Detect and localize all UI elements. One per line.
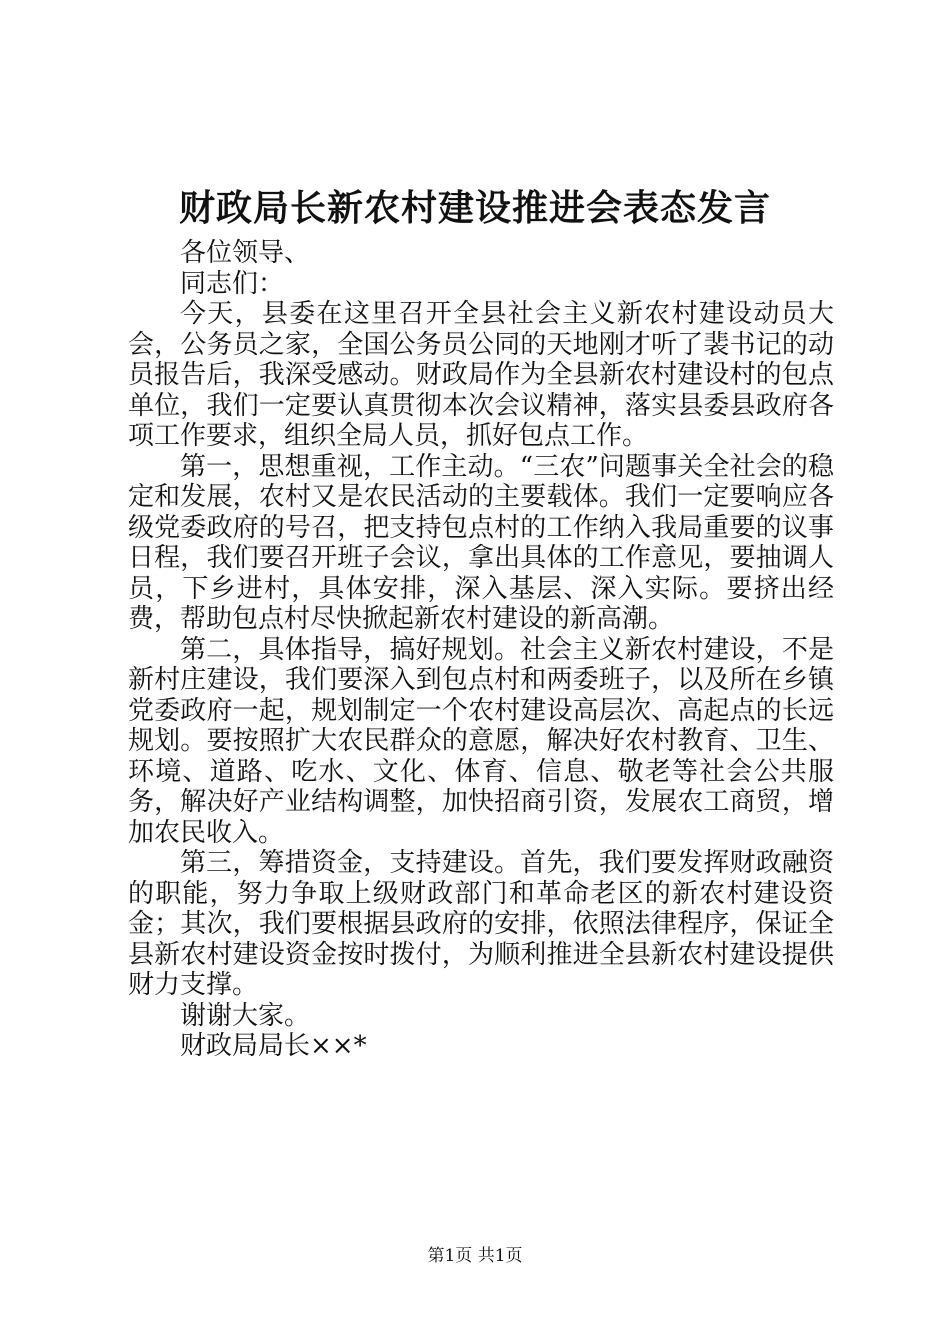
salutation-leaders: 各位领导、 <box>180 238 311 268</box>
document-body <box>128 238 834 1062</box>
paragraph-first-point: 第一，思想重视，工作主动。“三农”问题事关全社会的稳定和发展，农村又是农民活动的主要载体。我们一定要响应各级党委政府的号召，把支持包点村的工作纳入我局重要的议事日程，我们要召开班子会议，拿出具体的工作意见，要抽调人员，下乡进村，具体安排，深入基层、深入实际。要挤出经费，帮助包点村尽快掀起新农村建设的新高潮。 <box>128 451 834 634</box>
signature: 财政局局长××* <box>180 1031 367 1061</box>
document-title: 财政局长新农村建设推进会表态发言 <box>178 187 771 229</box>
paragraph-second-point: 第二，具体指导，搞好规划。社会主义新农村建设，不是新村庄建设，我们要深入到包点村和两委班子，以及所在乡镇党委政府一起，规划制定一个农村建设高层次、高起点的长远规划。要按照扩大农民群众的意愿，解决好农村教育、卫生、环境、道路、吃水、文化、体育、信息、敬老等社会公共服务，解决好产业结构调整，加快招商引资，发展农工商贸，增加农民收入。 <box>128 634 834 848</box>
salutation-comrades: 同志们： <box>180 268 285 299</box>
paragraph-intro: 今天，县委在这里召开全县社会主义新农村建设动员大会，公务员之家，全国公务员公同的天地刚才听了裴书记的动员报告后，我深受感动。财政局作为全县新农村建设村的包点单位，我们一定要认真贯彻本次会议精神，落实县委县政府各项工作要求，组织全局人员，抓好包点工作。 <box>128 299 834 451</box>
closing-thanks: 谢谢大家。 <box>180 1000 311 1031</box>
paragraph-third-point: 第三，筹措资金，支持建设。首先，我们要发挥财政融资的职能，努力争取上级财政部门和革命老区的新农村建设资金；其次，我们要根据县政府的安排，依照法律程序，保证全县新农村建设资金按时拨付，为顺利推进全县新农村建设提供财力支撑。 <box>128 848 834 1000</box>
page-footer: 第1页 共1页 <box>427 1246 523 1266</box>
